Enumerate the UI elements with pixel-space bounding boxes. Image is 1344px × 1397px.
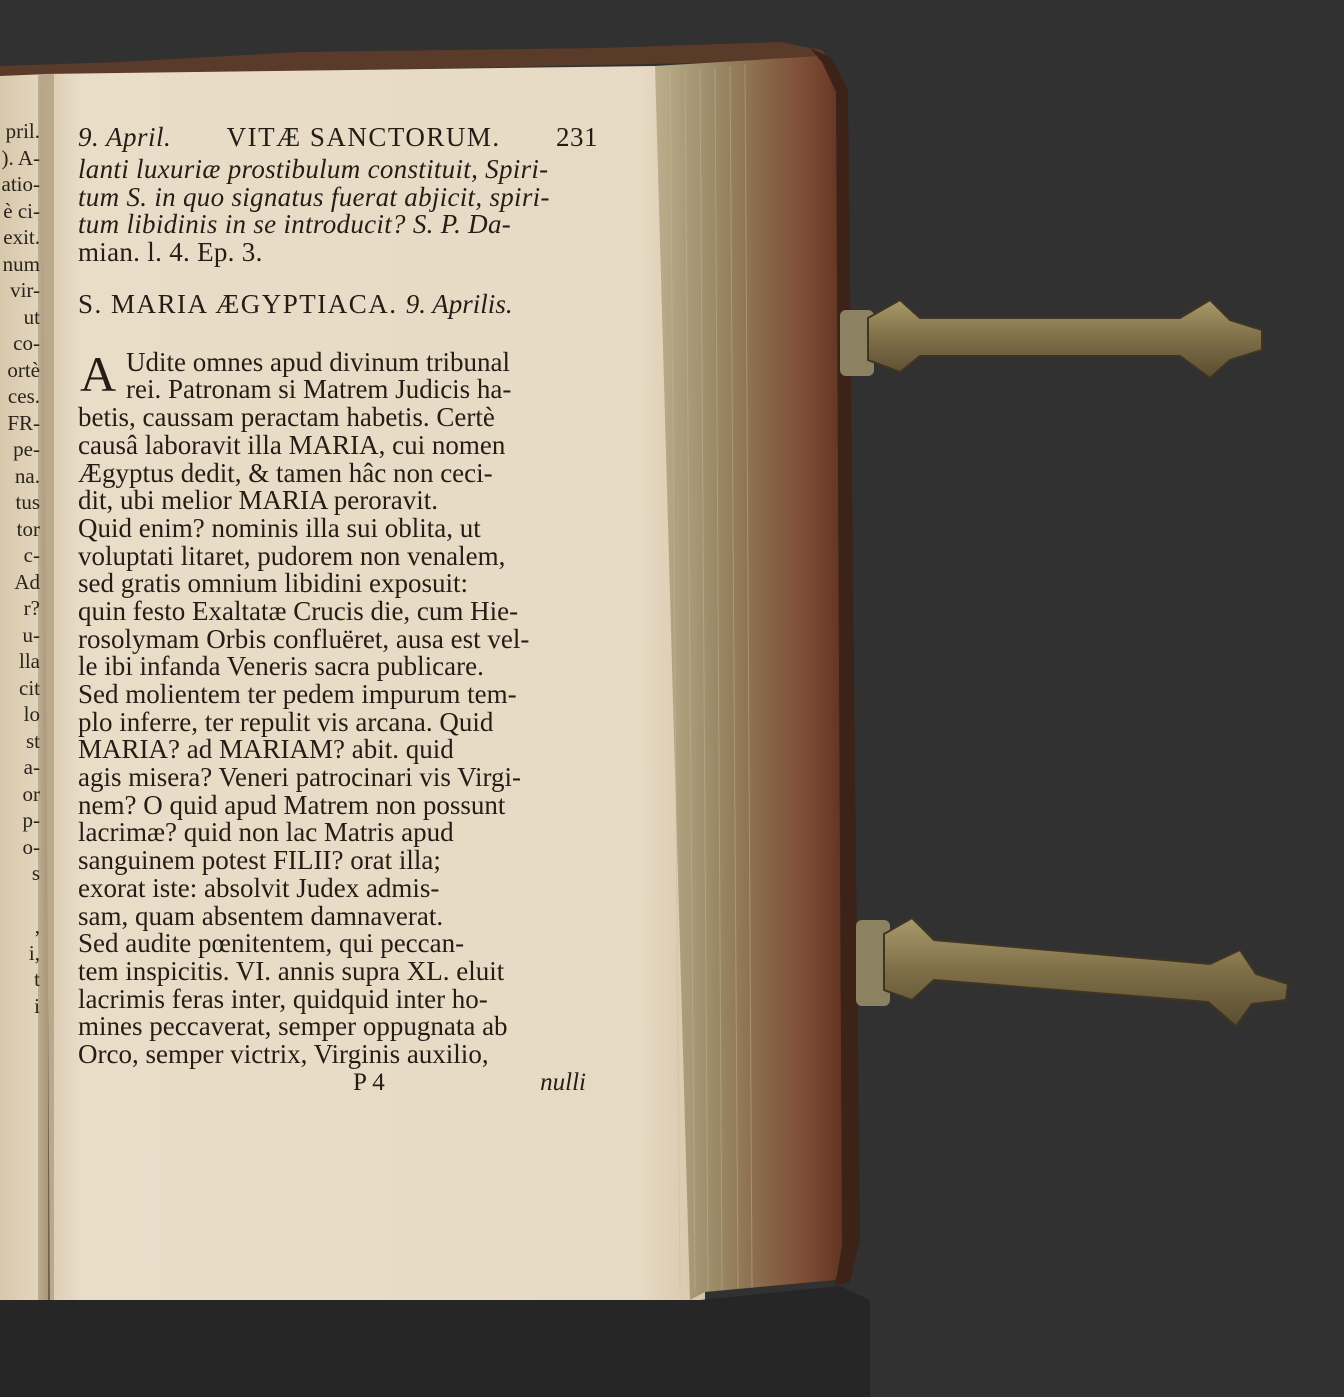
saint-name: S. MARIA ÆGYPTIACA. xyxy=(78,288,398,319)
body-line: plo inferre, ter repulit vis arcana. Quid xyxy=(78,706,494,737)
running-head-date: 9. April. xyxy=(78,122,172,152)
left-fragment-line: c- xyxy=(23,543,40,567)
left-fragment-line: tor xyxy=(16,516,40,541)
left-fragment-line: p- xyxy=(22,808,40,832)
body-line: quin festo Exaltatæ Crucis die, cum Hie- xyxy=(78,595,519,626)
body-line: dit, ubi melior MARIA peroravit. xyxy=(78,485,438,516)
left-fragment-line: cit xyxy=(19,675,40,700)
body-line: Quid enim? nominis illa sui oblita, ut xyxy=(78,512,481,543)
catchword: nulli xyxy=(540,1068,586,1096)
left-fragment-line: na. xyxy=(14,463,40,488)
body-line: agis misera? Veneri patrocinari vis Virgi- xyxy=(78,762,522,793)
left-fragment-line: i xyxy=(34,993,40,1018)
left-fragment-line: t xyxy=(34,967,40,991)
left-fragment-line: o- xyxy=(22,834,40,859)
body-line: lacrimis feras inter, quidquid inter ho- xyxy=(78,983,488,1014)
intro-line: tum libidinis in se introducit? S. P. Da- xyxy=(78,209,512,240)
left-fragment-line: pril. xyxy=(5,119,40,143)
body-line: mines peccaverat, semper oppugnata ab xyxy=(78,1011,508,1042)
left-fragment-line: ). A- xyxy=(1,145,40,170)
left-fragment-line: pe- xyxy=(13,437,40,461)
left-fragment-line: ortè xyxy=(7,357,40,382)
left-fragment-line: FR- xyxy=(7,410,40,435)
body-line: voluptati litaret, pudorem non venalem, xyxy=(78,540,506,571)
left-fragment-line: Ad xyxy=(14,569,40,594)
drop-cap: A xyxy=(80,345,117,402)
body-line: tem inspicitis. VI. annis supra XL. eluit xyxy=(78,955,505,986)
section-heading xyxy=(78,289,598,329)
body-line: sam, quam absentem damnaverat. xyxy=(78,900,444,931)
body-line: exorat iste: absolvit Judex admis- xyxy=(78,872,440,903)
left-fragment-line: , xyxy=(34,914,40,938)
running-head xyxy=(78,122,598,156)
page-number: 231 xyxy=(555,122,598,152)
body-line: nem? O quid apud Matrem non possunt xyxy=(78,789,506,820)
body-line: le ibi infanda Veneris sacra publicare. xyxy=(78,651,484,682)
left-fragment-line: atio- xyxy=(1,172,40,196)
running-head-title: VITÆ SANCTORUM. xyxy=(226,122,501,152)
left-fragment-line: è ci- xyxy=(3,198,40,223)
left-fragment-line: exit. xyxy=(3,225,40,249)
left-fragment-line: u- xyxy=(22,622,40,647)
body-text xyxy=(78,345,598,1069)
intro-citation: mian. l. 4. Ep. 3. xyxy=(78,237,263,268)
body-line: Udite omnes apud divinum tribunal xyxy=(126,346,510,377)
body-line: lacrimæ? quid non lac Matris apud xyxy=(78,817,454,848)
body-line: MARIA? ad MARIAM? abit. quid xyxy=(78,734,454,765)
left-fragment-line: s xyxy=(31,861,40,885)
body-line: Orco, semper victrix, Virginis auxilio, xyxy=(78,1038,489,1069)
left-fragment-line: i, xyxy=(28,940,40,965)
left-fragment-line: co- xyxy=(13,331,40,355)
body-line: causâ laboravit illa MARIA, cui nomen xyxy=(78,429,506,460)
left-page-fragment xyxy=(0,118,40,1019)
body-line: rosolymam Orbis confluëret, ausa est vel- xyxy=(78,623,530,654)
page-footer xyxy=(78,1069,598,1099)
feast-date: 9. Aprilis. xyxy=(405,288,513,319)
signature-mark: P 4 xyxy=(353,1068,385,1096)
body-line: Ægyptus dedit, & tamen hâc non ceci- xyxy=(78,457,493,488)
left-fragment-line: lo xyxy=(23,702,40,726)
left-fragment-line: a- xyxy=(23,755,40,779)
intro-line: tum S. in quo signatus fuerat abjicit, spiri- xyxy=(78,181,550,212)
left-fragment-line: tus xyxy=(15,490,40,514)
left-fragment-line: lla xyxy=(19,649,40,673)
left-fragment-line: r? xyxy=(23,596,40,620)
body-line: sed gratis omnium libidini exposuit: xyxy=(78,568,468,599)
body-line: rei. Patronam si Matrem Judicis ha- xyxy=(126,374,512,405)
body-line: sanguinem potest FILII? orat illa; xyxy=(78,845,441,876)
left-fragment-line: or xyxy=(22,781,40,806)
left-fragment-line: st xyxy=(25,728,40,753)
body-line: betis, caussam peractam habetis. Certè xyxy=(78,402,495,433)
left-fragment-line xyxy=(0,887,40,914)
left-fragment-line: num xyxy=(2,251,40,276)
body-line: Sed molientem ter pedem impurum tem- xyxy=(78,679,517,709)
left-fragment-line: vir- xyxy=(10,278,40,302)
right-page-text xyxy=(78,122,598,1099)
body-line: Sed audite pœnitentem, qui peccan- xyxy=(78,928,465,959)
left-fragment-line: ut xyxy=(23,304,40,329)
intro-line: lanti luxuriæ prostibulum constituit, Spiri- xyxy=(78,154,549,184)
left-fragment-line: ces. xyxy=(7,384,40,408)
